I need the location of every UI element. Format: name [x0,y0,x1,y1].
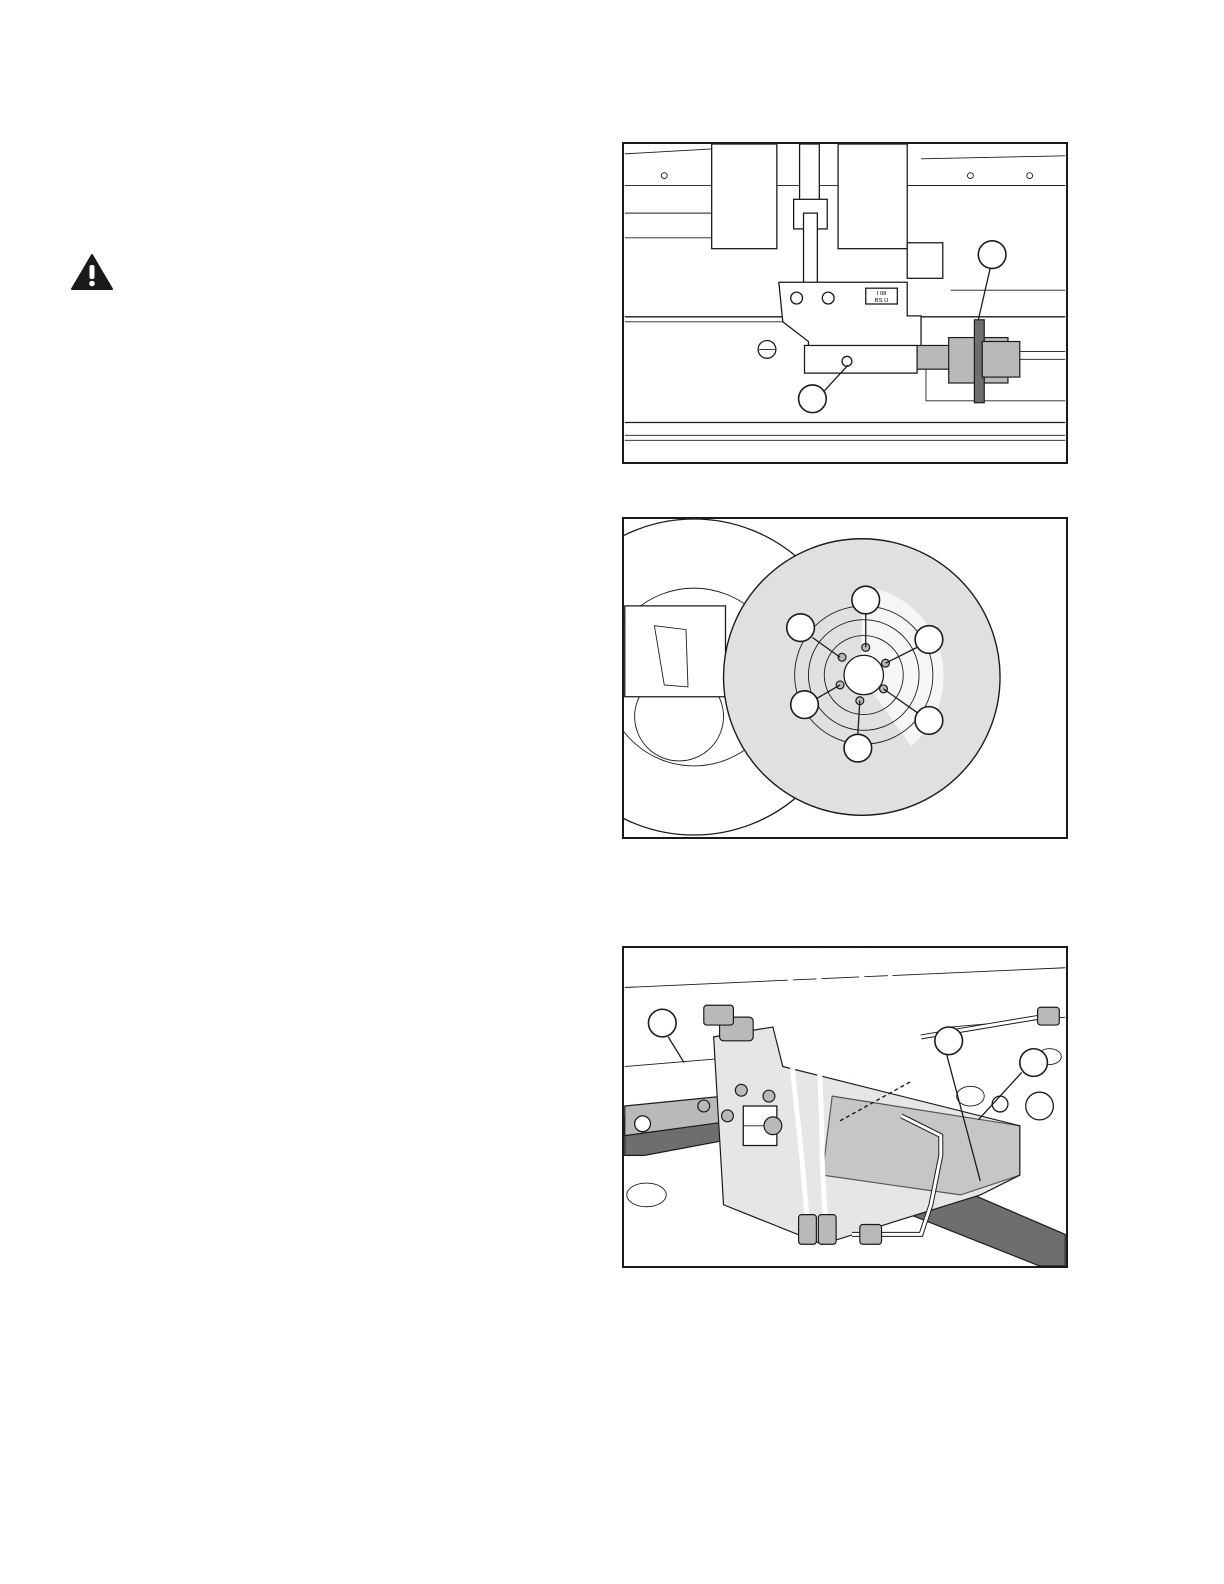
warning-triangle-icon [70,253,114,291]
figure-hitch-cylinder [622,142,1068,464]
decal-text-bottom: BS U [874,298,889,305]
figure-hydraulic-valve-bracket [622,946,1068,1268]
hydraulic-bracket-illustration [624,948,1066,1266]
hitch-cylinder-illustration [624,144,1066,462]
callout-left [648,1009,684,1062]
decal-text-top: I 08 [876,291,887,298]
figure-wheel-lug-nuts [622,517,1068,839]
callout-1 [978,241,1006,320]
wheel-illustration [624,519,1066,837]
